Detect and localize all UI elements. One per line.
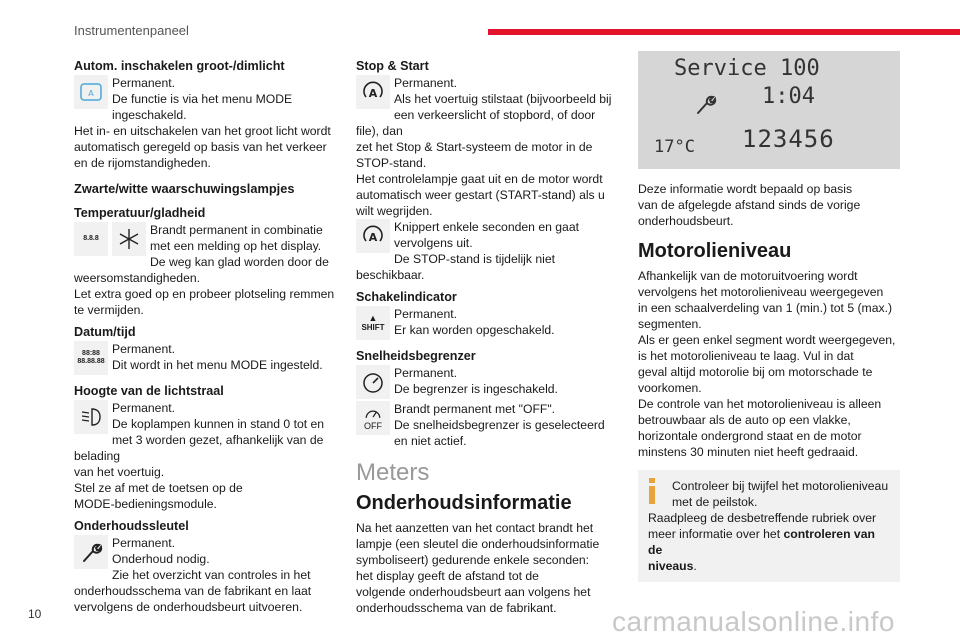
svg-text:A: A xyxy=(88,89,94,98)
speed-limiter-off-icon: OFF xyxy=(356,401,390,435)
lcd-time: 1:04 xyxy=(762,84,815,109)
heading-black-white-lamps: Zwarte/witte waarschuwingslampjes xyxy=(74,181,295,196)
entry-temperature: 8.8.8 Brandt permanent in combinatie met een melding op het display. De weg kan glad worden door de weersomstandigheden. Let extra goed op en probeer plotseling remmen te vermijden. xyxy=(74,223,335,317)
clock-display-icon: 88:88 88.88.88 xyxy=(74,341,108,375)
header-accent-bar xyxy=(488,29,960,35)
column-1 xyxy=(74,58,336,615)
entry-speed-limiter: Permanent. De begrenzer is ingeschakeld. xyxy=(356,365,612,401)
section-oil-level-title: Motorolieniveau xyxy=(638,240,792,262)
info-icon xyxy=(648,478,656,504)
info-box: Controleer bij twijfel het motorolieniveau met de peilstok. Raadpleeg de desbetreffende rubriek over meer informatie over het controleren van de niveaus. xyxy=(638,470,900,582)
link-check-levels: controleren van de xyxy=(648,527,875,557)
svg-text:A: A xyxy=(368,87,378,100)
snowflake-icon xyxy=(112,222,146,256)
heading-stop-start: Stop & Start xyxy=(356,59,429,73)
oil-level-paragraph: Afhankelijk van de motoruitvoering wordt vervolgens het motorolieniveau weergegeven in een schaalverdeling van 1 (min.) tot 5 (max.) segmenten. Als er geen enkel segment wordt weergegeven, is het motorolieniveau te laag. Vul in dat geval altijd motorolie bij om motorschade te voorkomen. De controle van het motorolieniveau is alleen betrouwbaar als de auto op een vlakke, horizontale ondergrond staat en de motor minstens 30 minuten niet heeft gedraaid. xyxy=(638,269,896,459)
stop-start-icon xyxy=(356,75,390,109)
service-info-note: Deze informatie wordt bepaald op basis van de afgelegde afstand sinds de vorige onderhoudsbeurt. xyxy=(638,182,861,228)
entry-shift-indicator: ▲ SHIFT Permanent. Er kan worden opgeschakeld. xyxy=(356,306,612,342)
lcd-temperature: 17°C xyxy=(654,137,695,157)
stop-start-warning-icon xyxy=(356,219,390,253)
lcd-service-label: Service 100 xyxy=(674,56,820,81)
shift-indicator-icon: ▲ SHIFT xyxy=(356,306,390,340)
running-header: Instrumentenpaneel xyxy=(74,23,189,38)
entry-service-wrench: Permanent. Onderhoud nodig. Zie het overzicht van controles in het onderhoudsschema van de fabrikant en laat vervolgens de onderhoudsbeurt uitvoeren. xyxy=(74,536,312,614)
entry-headlamp-level: Permanent. De koplampen kunnen in stand 0 tot en met 3 worden gezet, afhankelijk van de belading van het voertuig. Stel ze af met de toetsen op de MODE-bedieningsmodule. xyxy=(74,401,325,511)
entry-stop-start: A Permanent. Als het voertuig stilstaat (bijvoorbeeld bij een verkeerslicht of stopbord, of door file), dan zet het Stop & Start-systeem de motor in de STOP-stand. Het controlelampje gaat uit en de motor wordt automatisch weer gestart (START-stand) als u wilt wegrijden. xyxy=(356,76,612,218)
heading-date-time: Datum/tijd xyxy=(74,325,136,339)
heading-headlamp-level: Hoogte van de lichtstraal xyxy=(74,384,224,398)
service-lcd-display xyxy=(638,51,900,169)
section-service-info-title: Onderhoudsinformatie xyxy=(356,492,572,514)
headlamp-level-icon xyxy=(74,400,108,434)
entry-date-time: 88:88 88.88.88 Permanent. Dit wordt in het menu MODE ingesteld. xyxy=(74,341,336,377)
page-number: 10 xyxy=(28,607,42,621)
heading-temperature: Temperatuur/gladheid xyxy=(74,206,206,220)
watermark: carmanualsonline.info xyxy=(612,606,895,637)
entry-stop-start-blinking: A Knippert enkele seconden en gaat vervolgens uit. De STOP-stand is tijdelijk niet beschikbaar. xyxy=(356,220,579,282)
temperature-display-icon: 8.8.8 xyxy=(74,222,108,256)
lcd-odometer: 123456 xyxy=(742,125,835,153)
speed-limiter-icon xyxy=(356,365,390,399)
heading-shift-indicator: Schakelindicator xyxy=(356,290,457,304)
heading-auto-high-beam: Autom. inschakelen groot-/dimlicht xyxy=(74,59,285,73)
entry-speed-limiter-off: OFF Brandt permanent met "OFF". De snelheidsbegrenzer is geselecteerd en niet actief. xyxy=(356,401,612,449)
wrench-icon xyxy=(74,535,108,569)
service-info-paragraph: Na het aanzetten van het contact brandt het lampje (een sleutel die onderhoudsinformatie symboliseert) gedurende enkele seconden: het display geeft de afstand tot de volgende onderhoudsbeurt aan volgens het onderhoudsschema van de fabrikant. xyxy=(356,521,600,615)
svg-text:A: A xyxy=(368,231,378,244)
column-3 xyxy=(638,51,900,582)
lcd-wrench-icon xyxy=(692,91,718,117)
section-meters-title: Meters xyxy=(356,459,430,486)
column-2 xyxy=(356,58,612,616)
heading-service-wrench: Onderhoudssleutel xyxy=(74,519,189,533)
heading-speed-limiter: Snelheidsbegrenzer xyxy=(356,349,476,363)
entry-auto-high-beam: A Permanent. De functie is via het menu MODE ingeschakeld. Het in- en uitschakelen van het groot licht wordt automatisch geregeld op basis van het verkeer en de rijomstandigheden. xyxy=(74,76,331,170)
auto-high-beam-icon xyxy=(74,75,108,109)
